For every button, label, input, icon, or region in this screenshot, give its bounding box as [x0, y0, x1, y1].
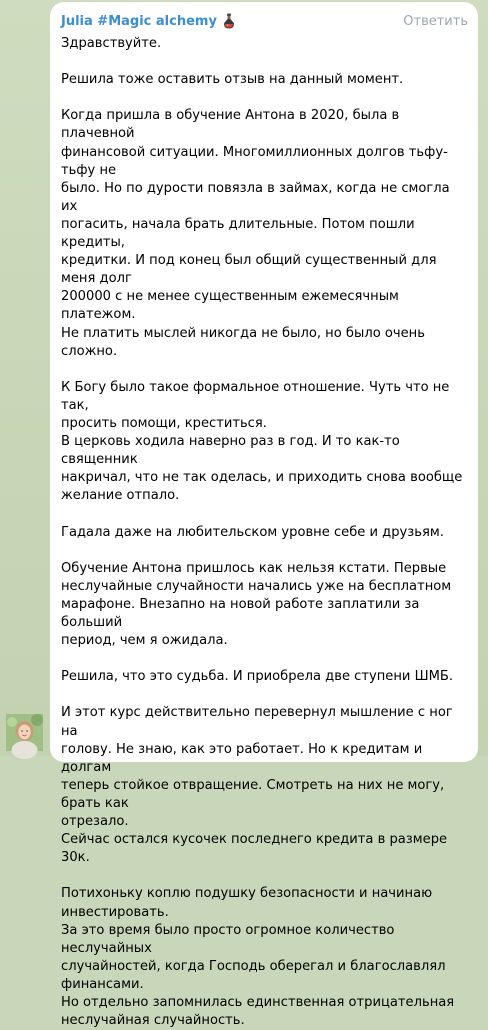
message-paragraph: Когда пришла в обучение Антона в 2020, была в плачевной финансовой ситуации. Многомиллионных долгов тьфу-тьфу не было. Но по дурости повязла в займах, когда не смогла их погасить, начала брать длительные. Потом пошли кредиты, кредитки. И под конец был общий существенный для меня долг 200000 с не менее существенным ежемесячным платежом. Не платить мыслей никогда не было, но было очень сложно. — [61, 108, 450, 359]
potion-bottle-icon — [223, 13, 235, 29]
message-paragraph — [61, 867, 468, 885]
message-paragraph — [61, 89, 468, 107]
message-paragraph — [61, 650, 468, 668]
reply-button[interactable]: Ответить — [403, 13, 468, 29]
message-paragraph: К Богу было такое формальное отношение. Чуть что не так, просить помощи, креститься. В церковь ходила наверно раз в год. И то как-то священник накричал, что не так оделась, и приходить снова вообще желание отпало. — [61, 379, 463, 504]
sender — [61, 13, 235, 29]
message-paragraph: Решила тоже оставить отзыв на данный момент. — [61, 72, 404, 88]
message-paragraph — [61, 542, 468, 560]
sender-name[interactable]: Julia #Magic alchemy — [61, 13, 217, 29]
message-paragraph: Гадала даже на любительском уровне себе и друзьям. — [61, 524, 444, 540]
message-text — [61, 35, 468, 1030]
message-header — [61, 11, 468, 31]
message-paragraph: Потихоньку коплю подушку безопасности и начинаю инвестировать. За это время было просто огромное количество неслучайных случайностей, когда Господь оберегал и благославлял финансами. Но отдельно запомнилась единственная отрицательная неслучайная случайность. — [61, 886, 455, 1029]
user-avatar[interactable] — [6, 714, 43, 751]
message-paragraph — [61, 505, 468, 523]
message-paragraph: Здравствуйте. — [61, 36, 162, 51]
message-paragraph — [61, 53, 468, 71]
message-paragraph — [61, 686, 468, 704]
message-paragraph: Обучение Антона пришлось как нельзя кстати. Первые неслучайные случайности начались уже на бесплатном марафоне. Внезапно на новой работе заплатили за больший период, чем я ожидала. — [61, 560, 452, 649]
message-paragraph: И этот курс действительно перевернул мышление с ног на голову. Не знаю, как это работает. Но к кредитам и долгам теперь стойкое отвращение. Смотреть на них не могу, брать как отрезало. Сейчас остался кусочек последнего кредита в размере 30к. — [61, 705, 453, 866]
message-bubble[interactable] — [50, 2, 478, 1029]
message-paragraph: Решила, что это судьба. И приобрела две ступени ШМБ. — [61, 669, 454, 685]
message-paragraph — [61, 361, 468, 379]
